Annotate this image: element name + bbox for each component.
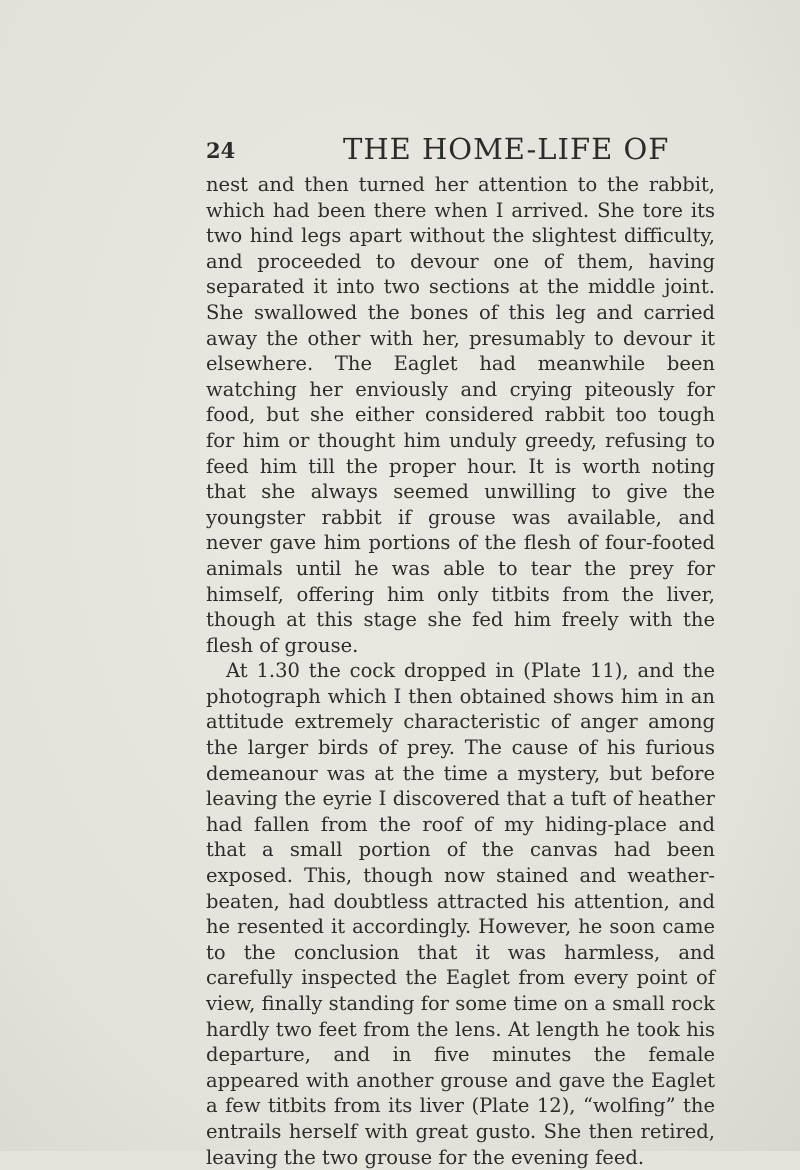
paragraph-2: At 1.30 the cock dropped in (Plate 11), and the photograph which I then obtained shows him in an attitude extremely characteristic of anger among the larger birds of prey. The cause of his furious demeanour was at the time a mystery, but before leaving the eyrie I discovered that a tuft of heather had fallen from the roof of my hiding-place and that a small portion of the canvas had been exposed. This, though now stained and weather-beaten, had doubtless attracted his attention, and he resented it accordingly. However, he soon came to the conclusion that it was harmless, and carefully inspected the Eaglet from every point of view, finally standing for some time on a small rock hardly two feet from the lens. At length he took his departure, and in five minutes the female appeared with another grouse and gave the Eaglet a few titbits from its liver (Plate 12), “wolfing” the entrails herself with great gusto. She then retired, leaving the two grouse for the evening feed. xyxy=(206,659,715,1169)
page-header xyxy=(206,132,726,172)
page-number: 24 xyxy=(206,138,236,163)
paragraph-1: nest and then turned her attention to the rabbit, which had been there when I arrived. She tore its two hind legs apart without the slightest difficulty, and proceeded to devour one of them, having separated it into two sections at the middle joint. She swallowed the bones of this leg and carried away the other with her, presumably to devour it elsewhere. The Eaglet had meanwhile been watching her enviously and crying piteously for food, but she either considered rabbit too tough for him or thought him unduly greedy, refusing to feed him till the proper hour. It is worth noting that she always seemed unwilling to give the youngster rabbit if grouse was available, and never gave him portions of the flesh of four-footed animals until he was able to tear the prey for himself, offering him only titbits from the liver, though at this stage she fed him freely with the flesh of grouse. xyxy=(206,173,715,657)
running-head: THE HOME-LIFE OF xyxy=(343,132,670,166)
body-text xyxy=(206,172,715,1170)
